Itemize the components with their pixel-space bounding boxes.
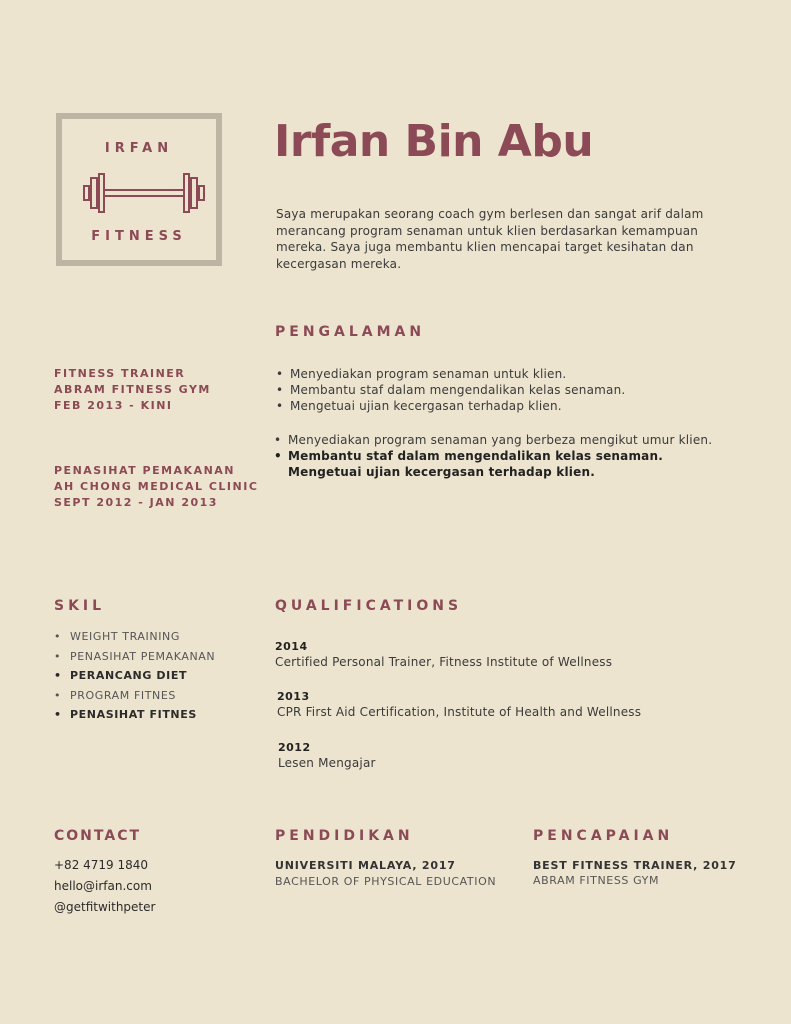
qualification-year: 2014 (275, 640, 308, 653)
contact-block (54, 855, 155, 918)
education-school: UNIVERSITI MALAYA, 2017 (275, 859, 456, 872)
job-2-bullets (274, 432, 712, 480)
list-item: • Menyediakan program senaman yang berbeza mengikut umur klien. (274, 433, 713, 447)
summary-text: Saya merupakan seorang coach gym berlesen dan sangat arif dalam merancang program senaman untuk klien berdasarkan kemampuan mereka. Saya juga membantu klien mencapai target kesihatan dan kecergasan mereka. (276, 207, 704, 271)
qualifications-heading: QUALIFICATIONS (275, 598, 463, 614)
achievements-heading: PENCAPAIAN (533, 828, 674, 844)
skill-item: • PENASIHAT FITNES (54, 708, 197, 721)
education-heading: PENDIDIKAN (275, 828, 414, 844)
achievements-block (533, 859, 737, 887)
skill-item: • WEIGHT TRAINING (54, 630, 180, 643)
contact-email: hello@irfan.com (54, 879, 152, 893)
qualification-item (278, 741, 376, 770)
qualification-item (277, 690, 641, 719)
experience-heading: PENGALAMAN (275, 324, 426, 340)
list-item: Mengetuai ujian kecergasan terhadap klien. (288, 465, 595, 479)
education-degree: BACHELOR OF PHYSICAL EDUCATION (275, 875, 497, 888)
achievement-award: BEST FITNESS TRAINER, 2017 (533, 859, 737, 872)
job-period: FEB 2013 - KINI (54, 399, 173, 412)
logo-top-text: IRFAN (104, 141, 174, 156)
list-item: • Menyediakan program senaman untuk klien. (276, 367, 567, 381)
job-2-info (54, 463, 258, 511)
barbell-icon (82, 171, 206, 215)
qualification-item (275, 640, 612, 669)
job-1-bullets (276, 366, 625, 414)
qualification-year: 2013 (277, 690, 310, 703)
list-item: • Membantu staf dalam mengendalikan kelas senaman. (274, 449, 663, 463)
job-company: AH CHONG MEDICAL CLINIC (54, 480, 259, 493)
logo-bottom-text: FITNESS (91, 229, 187, 244)
qualification-desc: CPR First Aid Certification, Institute of Health and Wellness (277, 705, 642, 719)
job-company: ABRAM FITNESS GYM (54, 383, 211, 396)
achievement-org: ABRAM FITNESS GYM (533, 874, 660, 887)
logo (56, 113, 222, 266)
job-role: PENASIHAT PEMAKANAN (54, 464, 236, 477)
contact-social: @getfitwithpeter (54, 900, 156, 914)
list-item: • Membantu staf dalam mengendalikan kelas senaman. (276, 383, 626, 397)
qualification-desc: Lesen Mengajar (278, 756, 376, 770)
qualification-year: 2012 (278, 741, 311, 754)
list-item: • Mengetuai ujian kecergasan terhadap klien. (276, 399, 562, 413)
skill-item: • PROGRAM FITNES (54, 688, 177, 702)
job-1-info (54, 366, 211, 414)
education-block (275, 859, 496, 888)
job-role: FITNESS TRAINER (54, 367, 186, 380)
qualification-desc: Certified Personal Trainer, Fitness Institute of Wellness (275, 655, 613, 669)
page-title: Irfan Bin Abu (274, 116, 594, 167)
job-period: SEPT 2012 - JAN 2013 (54, 496, 218, 509)
skills-list (54, 627, 215, 725)
contact-heading: CONTACT (54, 828, 142, 844)
skill-item: • PENASIHAT PEMAKANAN (54, 649, 216, 663)
skill-item: • PERANCANG DIET (54, 669, 188, 682)
skills-heading: SKIL (54, 598, 106, 614)
contact-phone: +82 4719 1840 (54, 858, 149, 872)
